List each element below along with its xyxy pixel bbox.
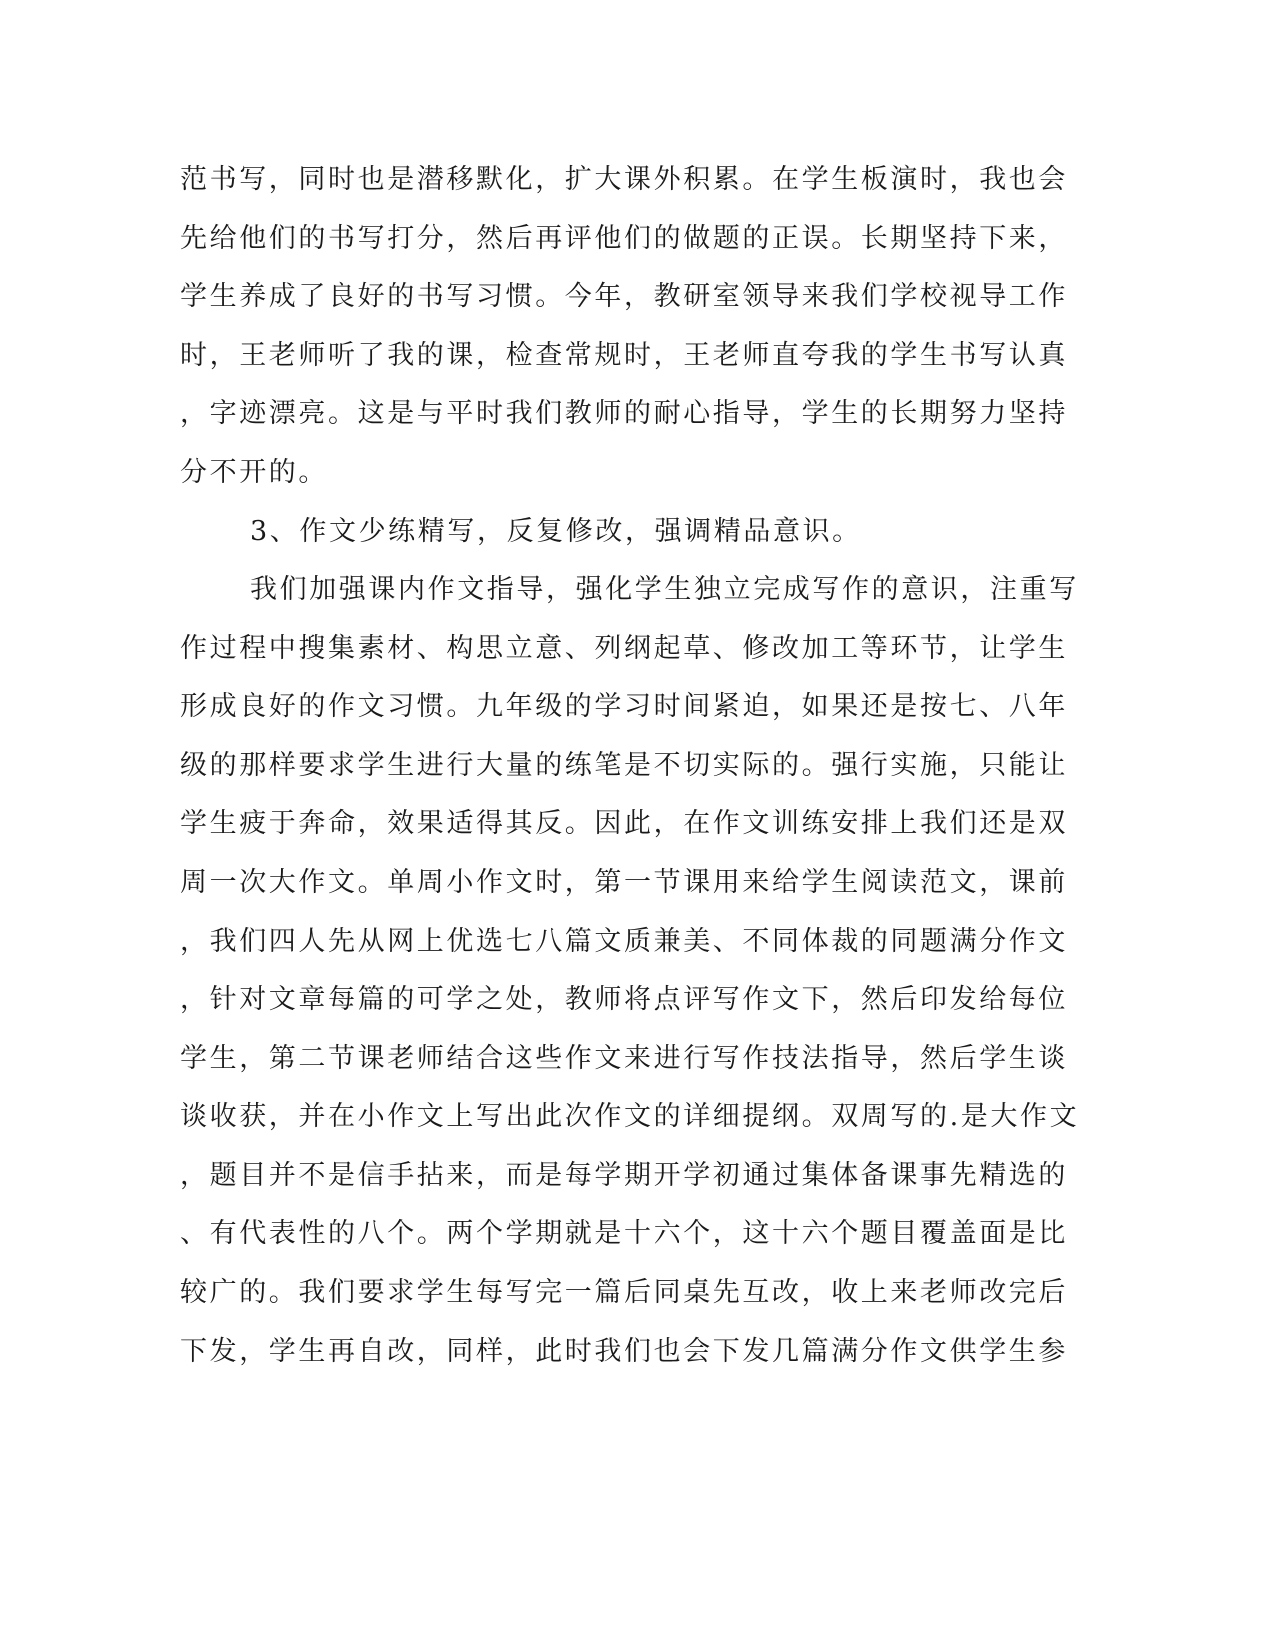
text-line: 形成良好的作文习惯。九年级的学习时间紧迫，如果还是按七、八年	[180, 691, 1068, 722]
section-heading: 3、作文少练精写，反复修改，强调精品意识。	[250, 516, 862, 547]
text-line: 时，王老师听了我的课，检查常规时，王老师直夸我的学生书写认真	[180, 340, 1068, 371]
text-line: 周一次大作文。单周小作文时，第一节课用来给学生阅读范文，课前	[180, 867, 1068, 898]
text-line: 学生养成了良好的书写习惯。今年，教研室领导来我们学校视导工作	[180, 281, 1068, 312]
text-line: 下发，学生再自改，同样，此时我们也会下发几篇满分作文供学生参	[180, 1336, 1068, 1367]
text-line: 学生，第二节课老师结合这些作文来进行写作技法指导，然后学生谈	[180, 1043, 1068, 1074]
text-line: 级的那样要求学生进行大量的练笔是不切实际的。强行实施，只能让	[180, 750, 1068, 781]
text-line: 谈收获，并在小作文上写出此次作文的详细提纲。双周写的.是大作文	[180, 1101, 1080, 1132]
text-line: 先给他们的书写打分，然后再评他们的做题的正误。长期坚持下来，	[180, 223, 1068, 254]
text-line: 范书写，同时也是潜移默化，扩大课外积累。在学生板演时，我也会	[180, 164, 1068, 195]
text-line: ，题目并不是信手拈来，而是每学期开学初通过集体备课事先精选的	[180, 1160, 1068, 1191]
text-line: 学生疲于奔命，效果适得其反。因此，在作文训练安排上我们还是双	[180, 808, 1068, 839]
text-line: 、有代表性的八个。两个学期就是十六个，这十六个题目覆盖面是比	[180, 1218, 1068, 1249]
text-line: ，字迹漂亮。这是与平时我们教师的耐心指导，学生的长期努力坚持	[180, 398, 1068, 429]
text-line: 作过程中搜集素材、构思立意、列纲起草、修改加工等环节，让学生	[180, 633, 1068, 664]
text-line: ，针对文章每篇的可学之处，教师将点评写作文下，然后印发给每位	[180, 984, 1068, 1015]
paragraph-first-line: 我们加强课内作文指导，强化学生独立完成写作的意识，注重写	[250, 574, 1079, 605]
text-line: 较广的。我们要求学生每写完一篇后同桌先互改，收上来老师改完后	[180, 1277, 1068, 1308]
text-line: ，我们四人先从网上优选七八篇文质兼美、不同体裁的同题满分作文	[180, 926, 1068, 957]
text-line: 分不开的。	[180, 457, 328, 488]
